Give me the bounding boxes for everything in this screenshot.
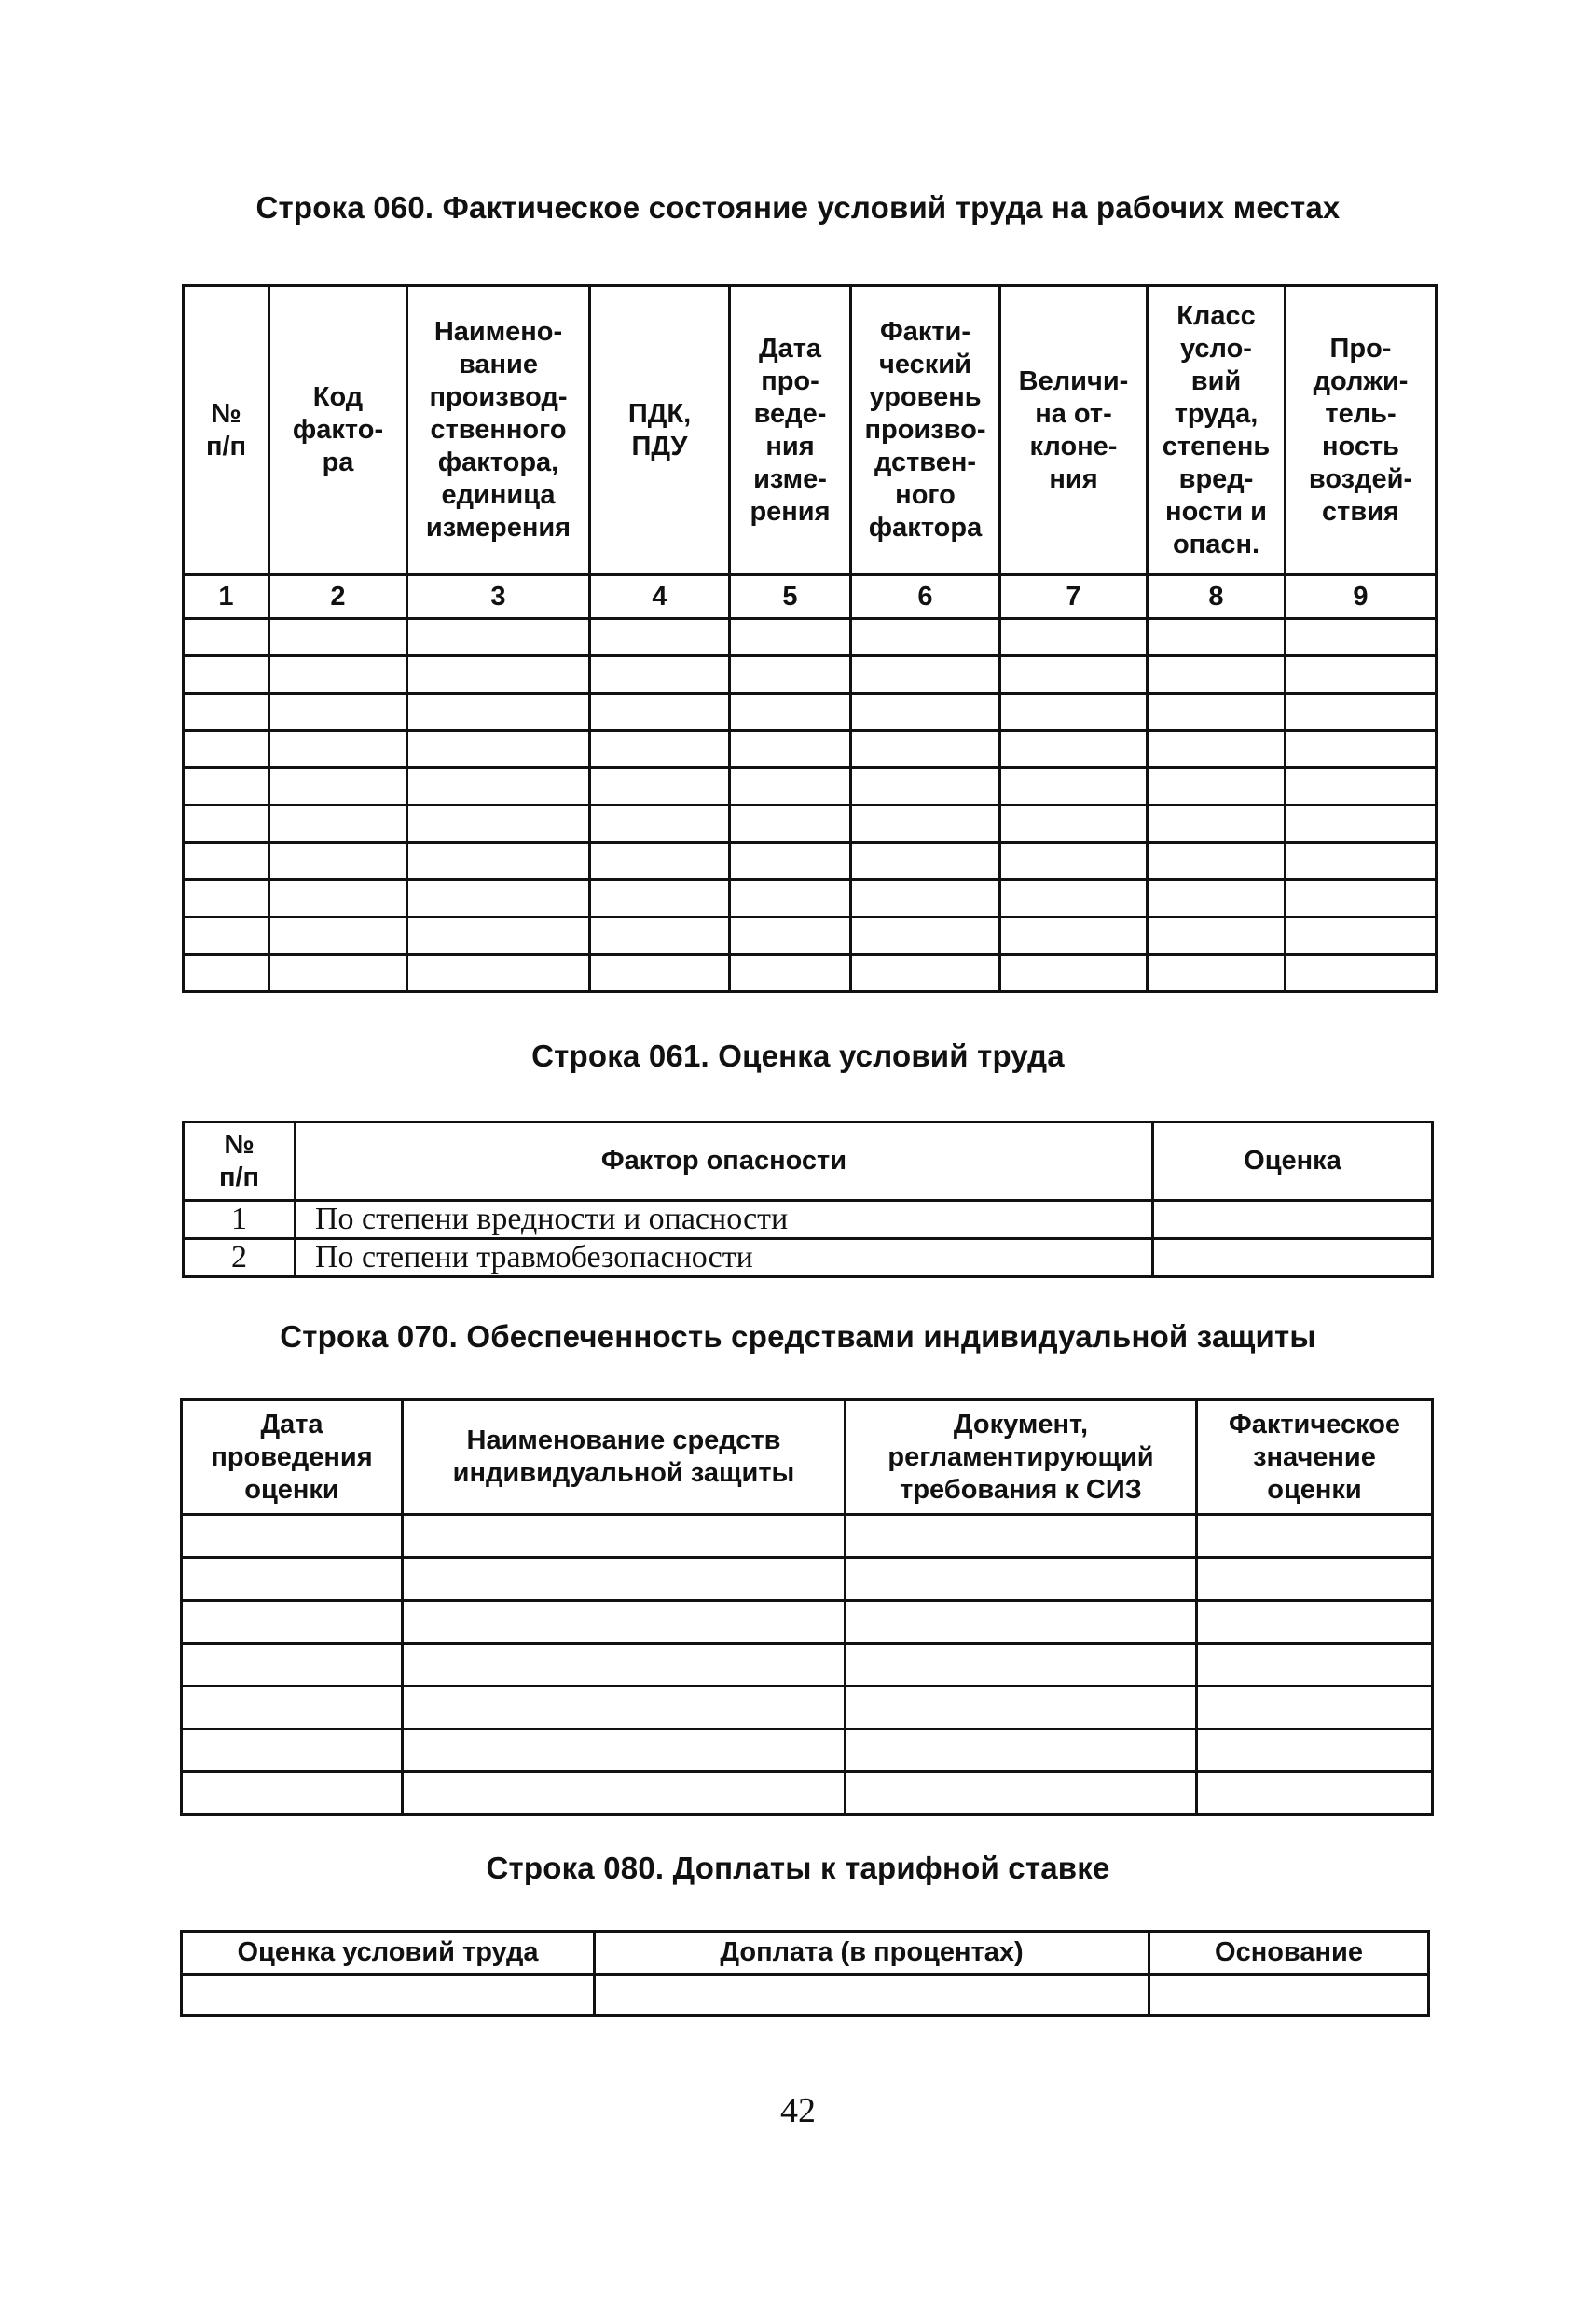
factual-conditions-table xyxy=(182,284,1438,993)
empty-cell xyxy=(403,1515,846,1558)
header-cell: Факти- ческий уровень произво- дствен- ного фактора xyxy=(851,286,1000,575)
empty-cell xyxy=(1286,619,1437,656)
empty-cell xyxy=(182,1729,403,1772)
header-cell: Наимено- вание производ- ственного фактора, единица измерения xyxy=(407,286,590,575)
empty-cell xyxy=(730,656,851,694)
header-cell: Основание xyxy=(1149,1932,1429,1975)
empty-cell xyxy=(403,1729,846,1772)
empty-cell xyxy=(730,805,851,843)
empty-cell xyxy=(1148,917,1286,955)
section-070-title: Строка 070. Обеспеченность средствами индивидуальной защиты xyxy=(280,1319,1316,1354)
ppe-provision-table xyxy=(180,1398,1434,1816)
conditions-assessment-table xyxy=(182,1121,1434,1278)
empty-cell xyxy=(1286,805,1437,843)
column-number: 5 xyxy=(730,575,851,619)
empty-cell xyxy=(269,955,407,992)
header-cell: Доплата (в процентах) xyxy=(595,1932,1149,1975)
empty-cell xyxy=(730,731,851,768)
empty-cell xyxy=(846,1729,1197,1772)
empty-cell xyxy=(590,768,730,805)
empty-cell xyxy=(595,1975,1149,2016)
empty-row xyxy=(184,955,1437,992)
header-cell: Оценка условий труда xyxy=(182,1932,595,1975)
empty-cell xyxy=(407,768,590,805)
header-cell: Класс усло- вий труда, степень вред- ности и опасн. xyxy=(1148,286,1286,575)
header-row xyxy=(182,1932,1429,1975)
empty-cell xyxy=(182,1687,403,1729)
table-row xyxy=(184,1239,1433,1277)
empty-cell xyxy=(1286,880,1437,917)
empty-cell xyxy=(269,768,407,805)
empty-cell xyxy=(730,917,851,955)
empty-cell xyxy=(1148,768,1286,805)
empty-cell xyxy=(1148,843,1286,880)
row-number: 1 xyxy=(184,1201,296,1239)
empty-cell xyxy=(1286,917,1437,955)
header-row xyxy=(184,1122,1433,1201)
empty-cell xyxy=(184,768,269,805)
empty-cell xyxy=(1286,694,1437,731)
empty-cell xyxy=(1148,694,1286,731)
empty-cell xyxy=(730,843,851,880)
empty-cell xyxy=(590,917,730,955)
column-number: 6 xyxy=(851,575,1000,619)
empty-row xyxy=(184,880,1437,917)
empty-row xyxy=(182,1729,1433,1772)
empty-cell xyxy=(184,880,269,917)
empty-cell xyxy=(1000,694,1148,731)
empty-cell xyxy=(1148,656,1286,694)
empty-cell xyxy=(851,768,1000,805)
empty-cell xyxy=(590,656,730,694)
empty-cell xyxy=(590,731,730,768)
empty-cell xyxy=(1000,805,1148,843)
header-cell: Про- должи- тель- ность воздей- ствия xyxy=(1286,286,1437,575)
empty-cell xyxy=(403,1644,846,1687)
empty-cell xyxy=(184,917,269,955)
empty-row xyxy=(182,1975,1429,2016)
empty-cell xyxy=(184,805,269,843)
empty-cell xyxy=(407,805,590,843)
header-cell: Дата про- веде- ния изме- рения xyxy=(730,286,851,575)
empty-cell xyxy=(403,1772,846,1815)
empty-cell xyxy=(590,843,730,880)
empty-cell xyxy=(1148,805,1286,843)
empty-cell xyxy=(269,880,407,917)
tariff-surcharge-table xyxy=(180,1930,1430,2017)
empty-row xyxy=(182,1601,1433,1644)
empty-cell xyxy=(1148,880,1286,917)
column-number: 4 xyxy=(590,575,730,619)
empty-cell xyxy=(1149,1975,1429,2016)
empty-cell xyxy=(182,1558,403,1601)
empty-cell xyxy=(851,694,1000,731)
empty-cell xyxy=(846,1772,1197,1815)
empty-cell xyxy=(1286,955,1437,992)
empty-cell xyxy=(182,1601,403,1644)
section-080-title: Строка 080. Доплаты к тарифной ставке xyxy=(486,1851,1110,1885)
hazard-factor: По степени вредности и опасности xyxy=(296,1201,1153,1239)
empty-cell xyxy=(590,805,730,843)
empty-cell xyxy=(730,955,851,992)
empty-row xyxy=(184,843,1437,880)
empty-cell xyxy=(590,694,730,731)
header-cell: Фактическое значение оценки xyxy=(1197,1400,1433,1515)
empty-row xyxy=(184,768,1437,805)
empty-cell xyxy=(1197,1729,1433,1772)
empty-cell xyxy=(407,656,590,694)
empty-row xyxy=(184,917,1437,955)
empty-cell xyxy=(846,1687,1197,1729)
empty-cell xyxy=(403,1601,846,1644)
empty-cell xyxy=(590,955,730,992)
empty-cell xyxy=(269,917,407,955)
empty-cell xyxy=(851,805,1000,843)
column-number-row xyxy=(184,575,1437,619)
header-cell: Документ, регламентирующий требования к СИЗ xyxy=(846,1400,1197,1515)
empty-cell xyxy=(846,1558,1197,1601)
column-number: 2 xyxy=(269,575,407,619)
empty-cell xyxy=(1000,768,1148,805)
empty-cell xyxy=(184,731,269,768)
header-cell: Величи- на от- клоне- ния xyxy=(1000,286,1148,575)
empty-cell xyxy=(851,656,1000,694)
empty-cell xyxy=(730,880,851,917)
section-061-title: Строка 061. Оценка условий труда xyxy=(531,1039,1065,1073)
empty-cell xyxy=(1286,768,1437,805)
header-cell: № п/п xyxy=(184,1122,296,1201)
empty-cell xyxy=(846,1601,1197,1644)
empty-cell xyxy=(269,694,407,731)
empty-cell xyxy=(851,619,1000,656)
empty-cell xyxy=(1197,1687,1433,1729)
empty-cell xyxy=(851,843,1000,880)
empty-cell xyxy=(1197,1772,1433,1815)
empty-cell xyxy=(182,1515,403,1558)
header-cell: Фактор опасности xyxy=(296,1122,1153,1201)
empty-row xyxy=(182,1772,1433,1815)
empty-cell xyxy=(1197,1601,1433,1644)
empty-cell xyxy=(846,1644,1197,1687)
empty-cell xyxy=(407,843,590,880)
empty-cell xyxy=(1148,619,1286,656)
empty-cell xyxy=(407,694,590,731)
empty-cell xyxy=(1197,1515,1433,1558)
empty-cell xyxy=(182,1644,403,1687)
empty-cell xyxy=(1000,656,1148,694)
column-number: 3 xyxy=(407,575,590,619)
empty-row xyxy=(182,1687,1433,1729)
empty-cell xyxy=(403,1558,846,1601)
empty-cell xyxy=(403,1687,846,1729)
column-number: 8 xyxy=(1148,575,1286,619)
column-number: 1 xyxy=(184,575,269,619)
hazard-factor: По степени травмобезопасности xyxy=(296,1239,1153,1277)
empty-cell xyxy=(1286,843,1437,880)
empty-cell xyxy=(269,656,407,694)
empty-cell xyxy=(846,1515,1197,1558)
empty-cell xyxy=(184,694,269,731)
empty-cell xyxy=(184,619,269,656)
empty-cell xyxy=(184,843,269,880)
empty-cell xyxy=(407,917,590,955)
empty-cell xyxy=(851,731,1000,768)
empty-row xyxy=(182,1558,1433,1601)
empty-cell xyxy=(851,917,1000,955)
empty-cell xyxy=(269,805,407,843)
empty-row xyxy=(184,656,1437,694)
empty-cell xyxy=(590,880,730,917)
empty-cell xyxy=(730,619,851,656)
empty-cell xyxy=(851,955,1000,992)
section-060-title: Строка 060. Фактическое состояние условий труда на рабочих местах xyxy=(255,190,1341,225)
empty-cell xyxy=(590,619,730,656)
header-row xyxy=(184,286,1437,575)
empty-cell xyxy=(269,731,407,768)
empty-cell xyxy=(1000,880,1148,917)
empty-cell xyxy=(184,955,269,992)
empty-row xyxy=(184,694,1437,731)
page-number: 42 xyxy=(780,2091,816,2130)
empty-cell xyxy=(851,880,1000,917)
column-number: 9 xyxy=(1286,575,1437,619)
empty-cell xyxy=(407,955,590,992)
score-cell xyxy=(1153,1201,1433,1239)
empty-cell xyxy=(1148,731,1286,768)
header-row xyxy=(182,1400,1433,1515)
header-cell: Оценка xyxy=(1153,1122,1433,1201)
header-cell: Код факто- ра xyxy=(269,286,407,575)
empty-cell xyxy=(184,656,269,694)
row-number: 2 xyxy=(184,1239,296,1277)
header-cell: № п/п xyxy=(184,286,269,575)
empty-cell xyxy=(1286,656,1437,694)
empty-cell xyxy=(1148,955,1286,992)
empty-cell xyxy=(407,880,590,917)
empty-cell xyxy=(269,843,407,880)
table-row xyxy=(184,1201,1433,1239)
empty-cell xyxy=(730,694,851,731)
empty-cell xyxy=(182,1772,403,1815)
empty-row xyxy=(184,619,1437,656)
empty-cell xyxy=(1286,731,1437,768)
header-cell: ПДК, ПДУ xyxy=(590,286,730,575)
empty-cell xyxy=(1197,1644,1433,1687)
empty-row xyxy=(184,731,1437,768)
empty-cell xyxy=(182,1975,595,2016)
empty-cell xyxy=(407,619,590,656)
empty-cell xyxy=(1000,917,1148,955)
empty-cell xyxy=(407,731,590,768)
empty-row xyxy=(182,1644,1433,1687)
empty-cell xyxy=(1000,619,1148,656)
empty-cell xyxy=(269,619,407,656)
empty-row xyxy=(182,1515,1433,1558)
header-cell: Дата проведения оценки xyxy=(182,1400,403,1515)
empty-cell xyxy=(730,768,851,805)
header-cell: Наименование средств индивидуальной защиты xyxy=(403,1400,846,1515)
empty-cell xyxy=(1000,731,1148,768)
column-number: 7 xyxy=(1000,575,1148,619)
empty-cell xyxy=(1197,1558,1433,1601)
empty-cell xyxy=(1000,955,1148,992)
empty-row xyxy=(184,805,1437,843)
empty-cell xyxy=(1000,843,1148,880)
score-cell xyxy=(1153,1239,1433,1277)
